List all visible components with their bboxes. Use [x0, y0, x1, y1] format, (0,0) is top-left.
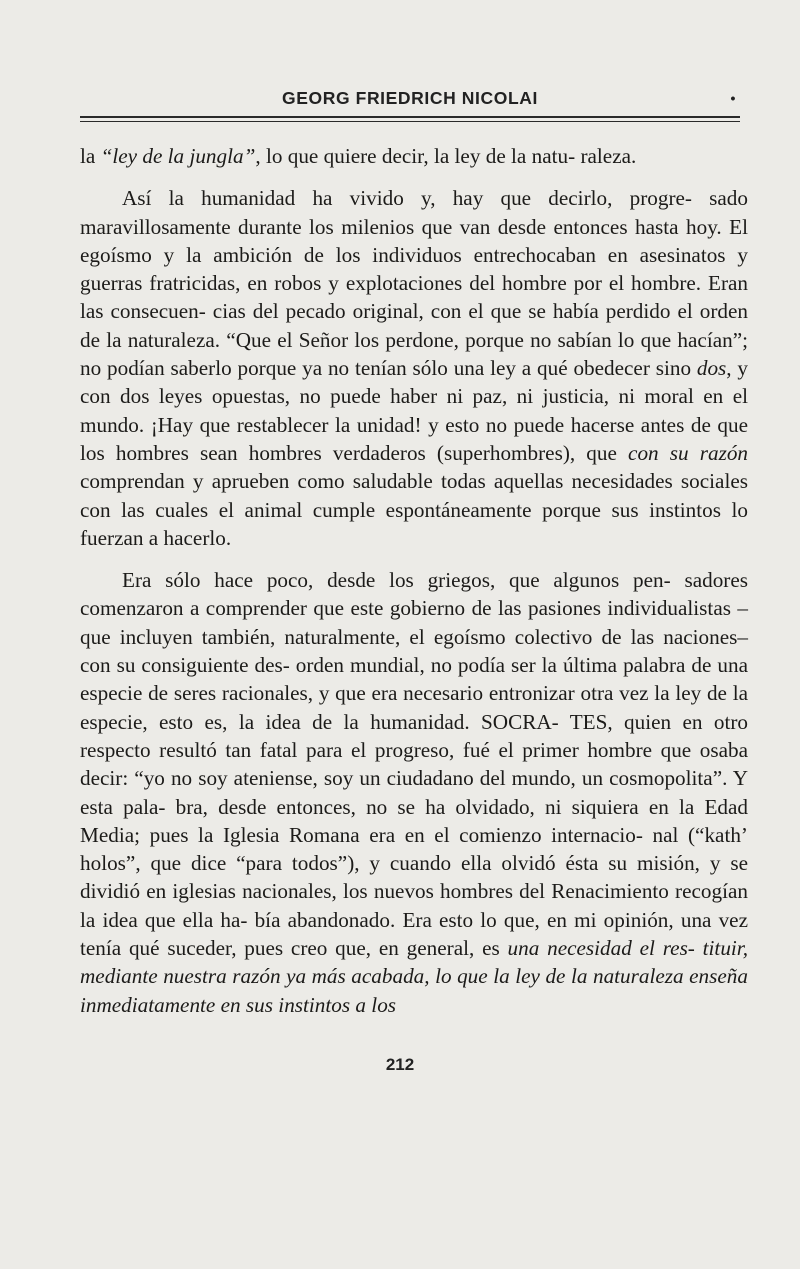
paragraph-1 — [80, 142, 748, 170]
p2-text-a: Así la humanidad ha vivido y, hay que decirlo, progre- sado maravillosamente durante los milenios que van desde entonces hasta hoy. El egoísmo y la ambición de los individuos entrechocaban en asesinatos y guerras fratricidas, en robos y explotaciones del hombre por el hombre. Eran las consecuen- cias del pecado original, con el que se había perdido el orden de la naturaleza. “Que el Señor los perdone, porque no sabían lo que hacían”; no podían saberlo porque ya no tenían sólo una ley a qué obedecer sino — [80, 186, 748, 381]
paragraph-2 — [80, 184, 748, 552]
page-number: 212 — [385, 1055, 415, 1074]
p1-italic-1: “ley de la jungla” — [100, 144, 256, 168]
p2-italic-2: con su razón — [628, 440, 749, 465]
p1-text-b: , lo que quiere decir, la ley de la natu- raleza. — [255, 144, 637, 168]
header-mark: • — [730, 90, 736, 106]
p2-text-c: comprendan y aprueben como saludable todas aquellas necesidades sociales con las cuales el animal cumple espontáneamente porque sus instintos lo fuerzan a hacerlo. — [80, 469, 748, 550]
p3-italic-1: una necesidad el res- tituir, mediante nuestra razón ya más acabada, lo que la ley de la naturaleza enseña inmediatamente en sus instintos a los — [80, 936, 748, 1017]
p1-text-a: la — [80, 144, 101, 168]
paragraph-3 — [80, 566, 748, 1019]
p2-italic-1: dos — [696, 356, 727, 381]
running-title: GEORG FRIEDRICH NICOLAI — [282, 88, 538, 108]
body-text — [80, 142, 748, 1033]
p2-text-b: , y con dos leyes opuestas, no puede haber ni paz, ni justicia, ni moral en el mundo. ¡Hay que restablecer la unidad! y esto no puede hacerse antes de que los hombres sean hombres verdaderos (superhombres), que — [80, 356, 749, 465]
header-rule-thin — [80, 121, 740, 122]
running-head — [80, 88, 740, 109]
header-rule-thick — [80, 116, 740, 118]
p3-text-a: Era sólo hace poco, desde los griegos, que algunos pen- sadores comenzaron a comprender que este gobierno de las pasiones individualistas –que incluyen también, naturalmente, el egoísmo colectivo de las naciones– con su consiguiente des- orden mundial, no podía ser la última palabra de una especie de seres racionales, y que era necesario entronizar otra vez la ley de la especie, esto es, la idea de la humanidad. SOCRA- TES, quien en otro respecto resultó tan fatal para el progreso, fué el primer hombre que osaba decir: “yo no soy ateniense, soy un ciudadano del mundo, un cosmopolita”. Y esta pala- bra, desde entonces, no se ha olvidado, ni siquiera en la Edad Media; pues la Iglesia Romana era en el comienzo internacio- nal (“kath’ holos”, que dice “para todos”), y cuando ella olvidó ésta su misión, y se dividió en iglesias nacionales, los nuevos hombres del Renacimiento recogían la idea que ella ha- bía abandonado. Era esto lo que, en mi opinión, una vez tenía qué suceder, pues creo que, en general, es — [80, 568, 748, 961]
